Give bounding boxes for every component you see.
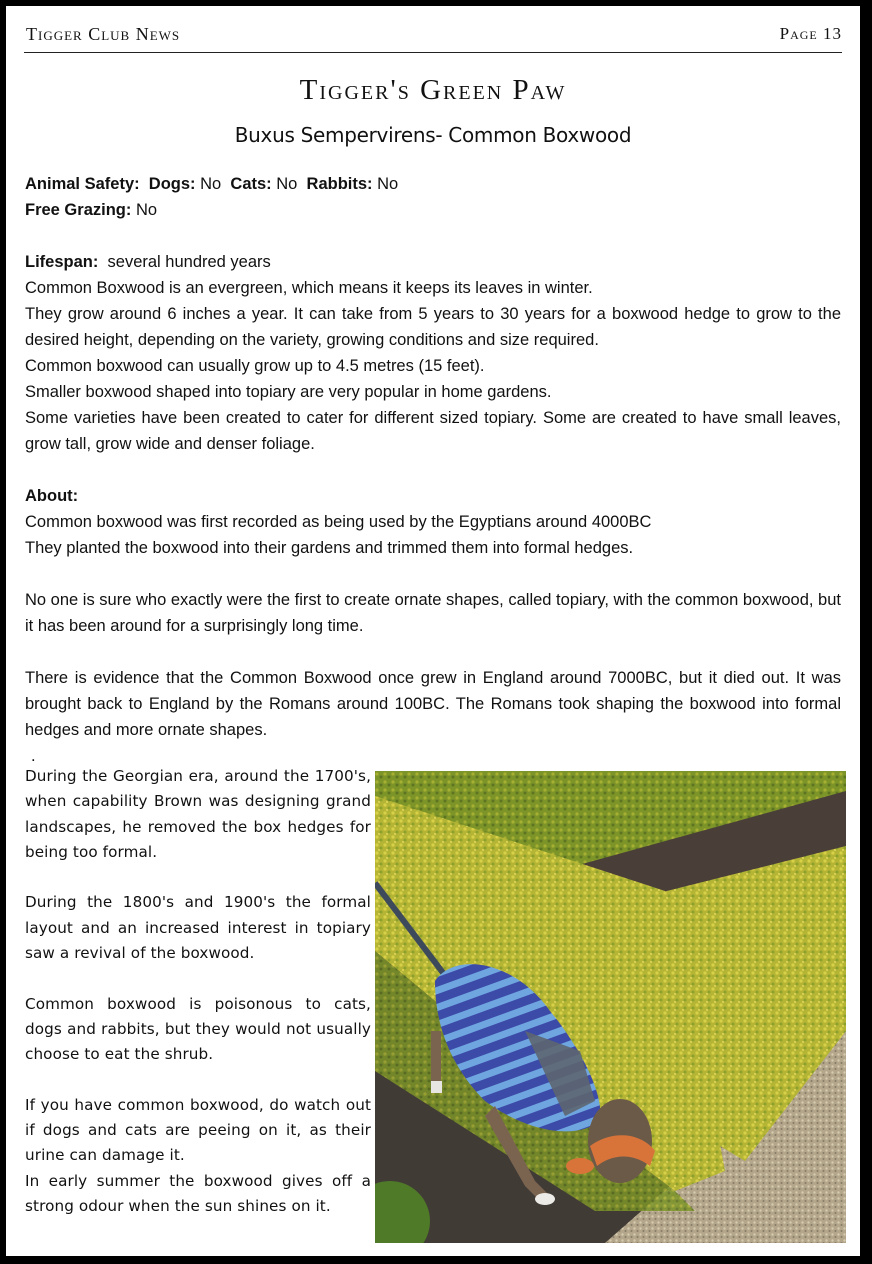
side-paragraph: During the 1800's and 1900's the formal layout and an increased interest in topiary saw a revival of the boxwood. (25, 893, 371, 963)
animal-safety-label: Animal Safety: (25, 175, 140, 193)
fact-paragraph: Some varieties have been created to cater for different sized topiary. Some are created to have small leaves, grow tall, grow wide and denser foliage. (25, 409, 841, 453)
article-subtitle: Buxus Sempervirens- Common Boxwood (234, 123, 632, 147)
newsletter-page (6, 6, 864, 1256)
free-grazing-label: Free Grazing: (25, 201, 132, 219)
page-header (24, 22, 842, 53)
fact-paragraph: Common boxwood can usually grow up to 4.5 metres (15 feet). (25, 357, 485, 375)
about-paragraph: Common boxwood was first recorded as being used by the Egyptians around 4000BC (25, 513, 652, 531)
article-title: Tigger's Green Paw (299, 74, 567, 106)
side-paragraph: In early summer the boxwood gives off a strong odour when the sun shines on it. (25, 1171, 371, 1216)
cats-value: No (276, 175, 298, 193)
side-paragraph: During the Georgian era, around the 1700's, when capability Brown was designing grand landscapes, he removed the box hedges for being too formal. (25, 767, 371, 861)
about-paragraph: They planted the boxwood into their gardens and trimmed them into formal hedges. (25, 539, 634, 557)
about-paragraph: No one is sure who exactly were the first to create ornate shapes, called topiary, with the common boxwood, but it has been around for a surprisingly long time. (25, 591, 841, 635)
separator-dot: . (31, 747, 36, 765)
about-paragraph: There is evidence that the Common Boxwood once grew in England around 7000BC, but it died out. It was brought back to England by the Romans around 100BC. The Romans took shaping the boxwood into formal hedges and more ornate shapes. (25, 669, 841, 739)
fact-paragraph: Smaller boxwood shaped into topiary are very popular in home gardens. (25, 383, 552, 401)
dogs-label: Dogs: (148, 175, 196, 193)
newsletter-name: Tigger Club News (26, 24, 181, 44)
side-paragraph: If you have common boxwood, do watch out if dogs and cats are peeing on it, as their urine can damage it. (25, 1095, 371, 1165)
lifespan-value: several hundred years (107, 253, 271, 271)
animal-safety-line (25, 171, 841, 197)
photo-illustration (375, 771, 846, 1243)
lifespan-line (25, 249, 841, 275)
rabbits-label: Rabbits: (306, 175, 373, 193)
about-heading: About: (25, 487, 79, 505)
dog-hedge-photo (375, 771, 846, 1243)
article-body (25, 171, 841, 769)
free-grazing-value: No (135, 201, 158, 219)
side-column (25, 764, 371, 1219)
lifespan-label: Lifespan: (25, 253, 99, 271)
dogs-value: No (200, 175, 222, 193)
page-number: Page 13 (779, 24, 842, 43)
fact-paragraph: They grow around 6 inches a year. It can take from 5 years to 30 years for a boxwood hedge to grow to the desired height, depending on the variety, growing conditions and size required. (25, 305, 841, 349)
cats-label: Cats: (230, 175, 272, 193)
fact-paragraph: Common Boxwood is an evergreen, which means it keeps its leaves in winter. (25, 279, 593, 297)
free-grazing-line (25, 197, 841, 223)
rabbits-value: No (377, 175, 399, 193)
side-paragraph: Common boxwood is poisonous to cats, dogs and rabbits, but they would not usually choose to eat the shrub. (25, 994, 371, 1064)
